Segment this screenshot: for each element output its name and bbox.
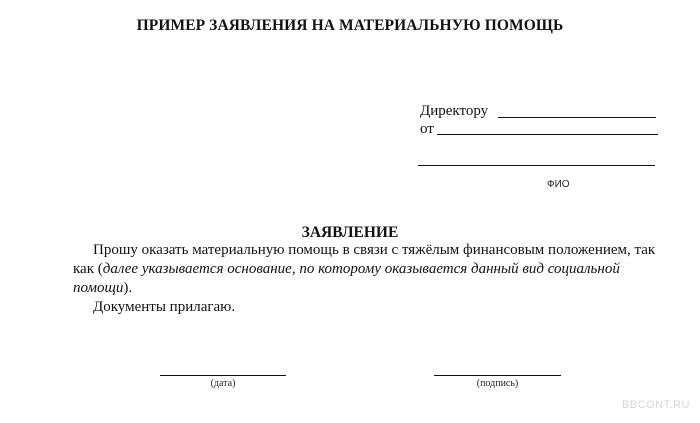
statement-heading: ЗАЯВЛЕНИЕ bbox=[301, 224, 399, 241]
body-text-line-1: Прошу оказать материальную помощь в связи с тяжёлым финансовым положением, так bbox=[93, 242, 656, 258]
date-caption: (дата) bbox=[210, 378, 236, 389]
body-text-line-2-prefix: как ( bbox=[73, 261, 103, 277]
body-text-line-2-italic: далее указывается основание, по которому оказывается данный вид социальной bbox=[102, 261, 620, 277]
attachments-line bbox=[93, 298, 696, 317]
body-line-3 bbox=[73, 279, 676, 298]
fio-blank bbox=[418, 165, 655, 166]
body-text-line-3-italic: помощи bbox=[73, 280, 124, 296]
fio-caption: ФИО bbox=[547, 179, 570, 190]
signature-blank bbox=[434, 375, 561, 376]
from-label: от bbox=[420, 121, 434, 137]
body-text-line-3-suffix: ). bbox=[123, 280, 133, 296]
body-line-2 bbox=[73, 260, 676, 279]
from-name-blank bbox=[437, 134, 658, 135]
director-label: Директору bbox=[420, 103, 489, 119]
director-name-blank bbox=[498, 117, 656, 118]
body-line-1 bbox=[93, 241, 676, 260]
date-blank bbox=[160, 375, 286, 376]
watermark-text: BBCONT.RU bbox=[621, 399, 690, 411]
attachments-text: Документы прилагаю. bbox=[93, 299, 236, 315]
document-title: ПРИМЕР ЗАЯВЛЕНИЯ НА МАТЕРИАЛЬНУЮ ПОМОЩЬ bbox=[136, 17, 564, 34]
signature-caption: (подпись) bbox=[476, 378, 519, 389]
